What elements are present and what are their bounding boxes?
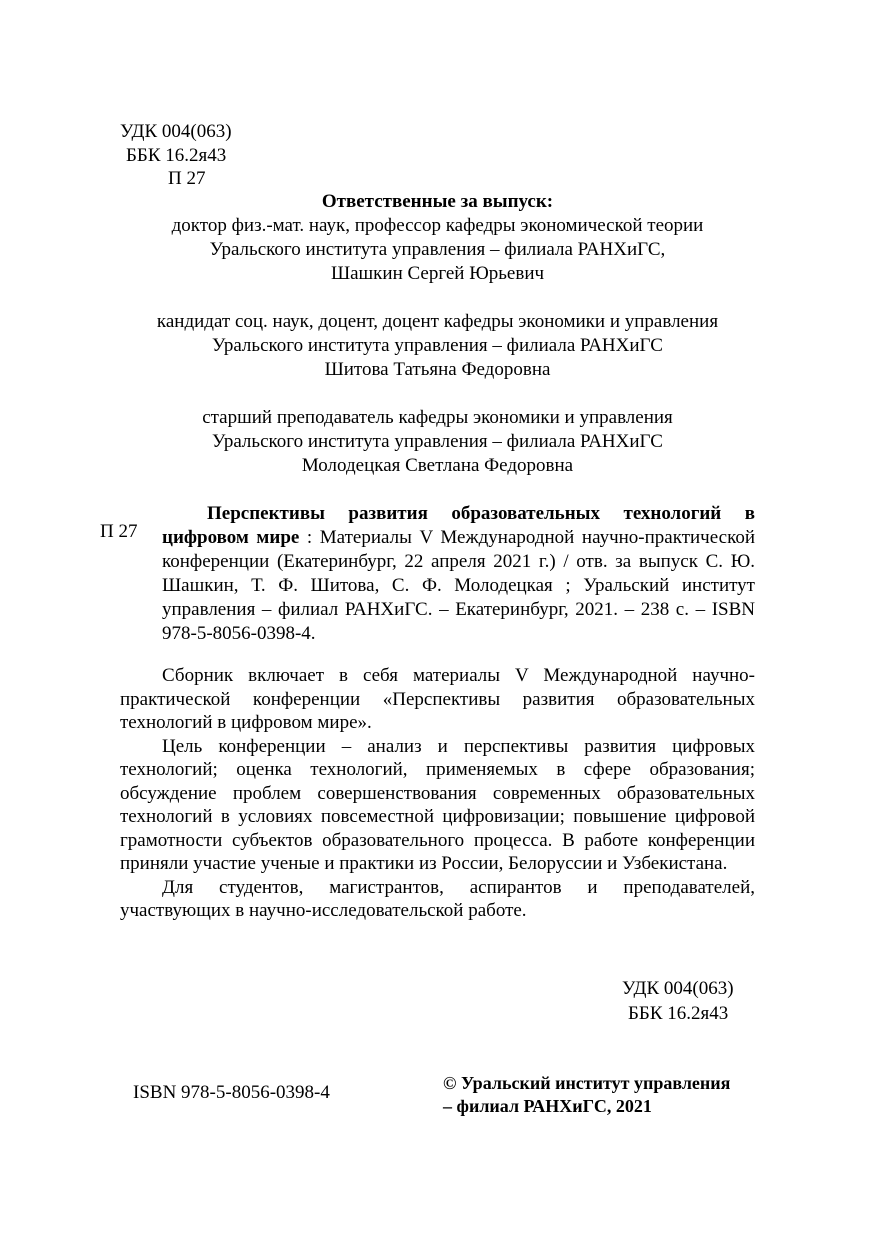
editor-affiliation: Уральского института управления – филиала РАНХиГС [212,431,663,452]
bbk-code: ББК 16.2я43 [628,1003,729,1024]
editor-position: кандидат соц. наук, доцент, доцент кафедры экономики и управления [156,311,719,332]
editor-name: Молодецкая Светлана Федоровна [301,455,574,476]
responsible-editors [100,190,775,478]
editor-position: старший преподаватель кафедры экономики и управления [202,407,673,428]
bibliographic-details: : Материалы V Международной научно-практической конференции (Екатеринбург, 22 апреля 2021 г.) / отв. за выпуск С. Ю. Шашкин, Т. Ф. Шитова, С. Ф. Молодецкая ; Уральский институт управления – филиал РАНХиГС. – Екатеринбург, 2021. – 238 с. – ISBN 978-5-8056-0398-4. [162,527,755,644]
copyright-line: – филиал РАНХиГС, 2021 [443,1096,652,1116]
author-sign-code: П 27 [168,168,206,189]
abstract-paragraph: Сборник включает в себя материалы V Международной научно-практической конференции «Перспективы развития образовательных технологий в цифровом мире». [120,665,755,733]
responsible-title: Ответственные за выпуск: [321,191,554,212]
classification-header [120,120,232,191]
editor-block [100,310,775,382]
editor-block [100,214,775,286]
bibliography-code: П 27 [100,521,138,542]
abstract-paragraph: Цель конференции – анализ и перспективы развития цифровых технологий; оценка технологий, применяемых в сфере образования; обсуждение проблем совершенствования современных образовательных технологий в условиях повсеместной цифровизации; повышение цифровой грамотности субъектов образовательного процесса. В работе конференции приняли участие ученые и практики из России, Белоруссии и Узбекистана. [120,735,755,874]
editor-affiliation: Уральского института управления – филиала РАНХиГС, [209,239,666,260]
editor-name: Шашкин Сергей Юрьевич [330,263,545,284]
copyright-line: © Уральский институт управления [443,1073,731,1093]
isbn: ISBN 978-5-8056-0398-4 [133,1082,330,1103]
editor-affiliation: Уральского института управления – филиала РАНХиГС [212,335,663,356]
udk-code: УДК 004(063) [120,121,232,142]
abstract [120,664,755,923]
bbk-code: ББК 16.2я43 [126,144,227,166]
udk-code: УДК 004(063) [622,978,734,999]
classification-footer [622,976,734,1026]
book-title: Перспективы развития образовательных технологий в цифровом мире [162,503,755,548]
editor-position: доктор физ.-мат. наук, профессор кафедры экономической теории [171,215,704,236]
editor-name: Шитова Татьяна Федоровна [324,359,551,380]
editor-block [100,406,775,478]
copyright-notice [443,1072,730,1118]
bibliographic-record [162,502,755,646]
abstract-paragraph: Для студентов, магистрантов, аспирантов и преподавателей, участвующих в научно-исследовательской работе. [120,876,755,921]
